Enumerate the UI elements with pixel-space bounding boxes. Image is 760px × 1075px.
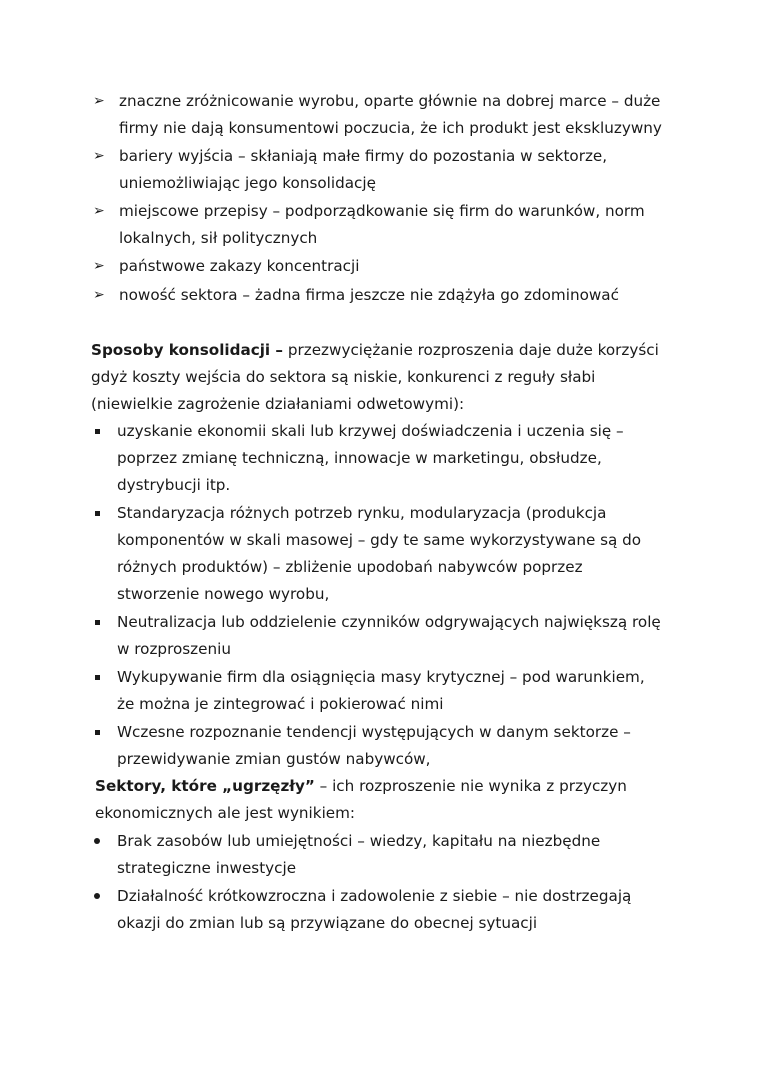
list-item-text: stworzenie nowego wyrobu, — [117, 585, 330, 603]
paragraph-text: przezwyciężanie rozproszenia daje duże korzyści — [283, 341, 659, 359]
square-bullet-icon — [95, 730, 100, 735]
list-item-text: Wczesne rozpoznanie tendencji występujących w danym sektorze – — [117, 723, 631, 741]
list-item-text: lokalnych, sił politycznych — [119, 229, 318, 247]
dot-bullet-icon — [94, 893, 100, 899]
paragraph-text: (niewielkie zagrożenie działaniami odwetowymi): — [91, 395, 465, 413]
arrow-bullet-icon: ➢ — [93, 93, 105, 109]
section-heading: Sposoby konsolidacji – — [91, 341, 284, 359]
list-item-text: Wykupywanie firm dla osiągnięcia masy krytycznej – pod warunkiem, — [117, 668, 645, 686]
list-item-text: nowość sektora – żadna firma jeszcze nie zdążyła go zdominować — [119, 286, 619, 304]
list-item-text: państwowe zakazy koncentracji — [119, 257, 360, 275]
arrow-bullet-icon: ➢ — [93, 258, 105, 274]
section-paragraph — [95, 773, 627, 800]
list-item-text: komponentów w skali masowej – gdy te same wykorzystywane są do — [117, 531, 642, 549]
list-item-text: Standaryzacja różnych potrzeb rynku, modularyzacja (produkcja — [117, 504, 607, 522]
section-heading: Sektory, które „ugrzęzły” — [95, 777, 315, 795]
list-item-text: poprzez zmianę techniczną, innowacje w marketingu, obsłudze, — [117, 449, 602, 467]
list-item-text: uzyskanie ekonomii skali lub krzywej doświadczenia i uczenia się – — [117, 422, 624, 440]
arrow-bullet-icon: ➢ — [93, 203, 105, 219]
section-paragraph — [91, 337, 659, 364]
arrow-bullet-icon: ➢ — [93, 148, 105, 164]
list-item-text: strategiczne inwestycje — [117, 859, 297, 877]
paragraph-text: – ich rozproszenie nie wynika z przyczyn — [314, 777, 627, 795]
arrow-bullet-icon: ➢ — [93, 287, 105, 303]
paragraph-text: gdyż koszty wejścia do sektora są niskie, konkurenci z reguły słabi — [91, 368, 596, 386]
list-item-text: bariery wyjścia – skłaniają małe firmy do pozostania w sektorze, — [119, 147, 608, 165]
list-item-text: różnych produktów) – zbliżenie upodobań nabywców poprzez — [117, 558, 583, 576]
list-item-text: że można je zintegrować i pokierować nimi — [117, 695, 444, 713]
dot-bullet-icon — [94, 838, 100, 844]
list-item-text: firmy nie dają konsumentowi poczucia, że ich produkt jest ekskluzywny — [119, 119, 662, 137]
square-bullet-icon — [95, 429, 100, 434]
list-item-text: dystrybucji itp. — [117, 476, 231, 494]
square-bullet-icon — [95, 675, 100, 680]
list-item-text: w rozproszeniu — [117, 640, 231, 658]
list-item-text: Działalność krótkowzroczna i zadowolenie z siebie – nie dostrzegają — [117, 887, 632, 905]
square-bullet-icon — [95, 620, 100, 625]
list-item-text: okazji do zmian lub są przywiązane do obecnej sytuacji — [117, 914, 538, 932]
paragraph-text: ekonomicznych ale jest wynikiem: — [95, 804, 356, 822]
list-item-text: przewidywanie zmian gustów nabywców, — [117, 750, 431, 768]
list-item-text: miejscowe przepisy – podporządkowanie się firm do warunków, norm — [119, 202, 645, 220]
list-item-text: Brak zasobów lub umiejętności – wiedzy, kapitału na niezbędne — [117, 832, 601, 850]
square-bullet-icon — [95, 511, 100, 516]
list-item-text: Neutralizacja lub oddzielenie czynników odgrywających największą rolę — [117, 613, 661, 631]
list-item-text: uniemożliwiając jego konsolidację — [119, 174, 376, 192]
list-item-text: znaczne zróżnicowanie wyrobu, oparte głównie na dobrej marce – duże — [119, 92, 661, 110]
